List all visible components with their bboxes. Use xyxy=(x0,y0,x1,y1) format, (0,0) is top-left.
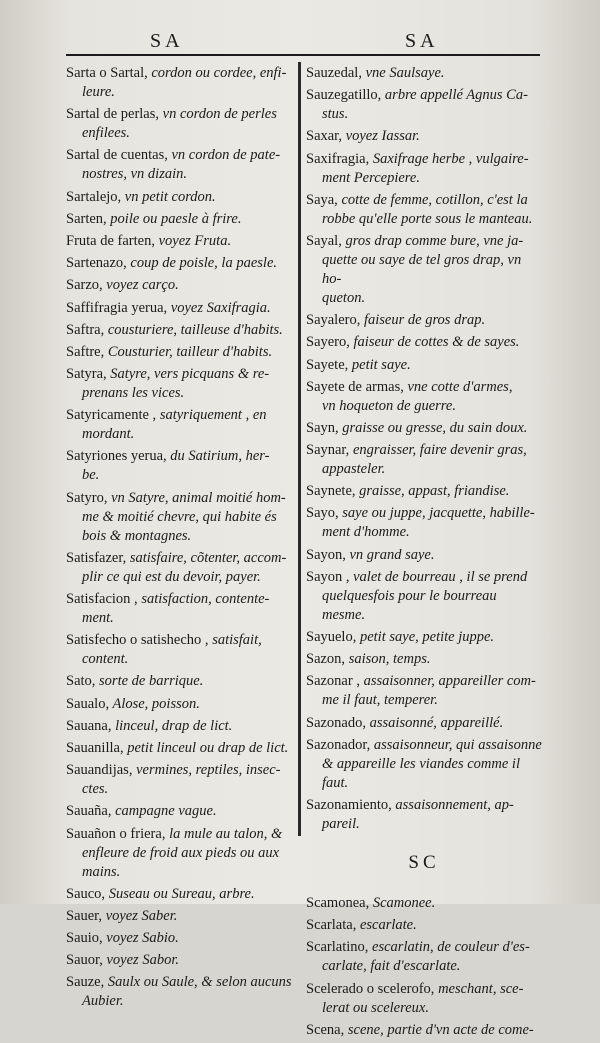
entry-headword: Sartal de perlas, xyxy=(66,106,160,123)
dictionary-entry xyxy=(306,311,542,330)
dictionary-entry xyxy=(306,980,542,1018)
entry-definition: coup de poisle, la paesle. xyxy=(126,255,278,272)
entry-headword: Sartenazo, xyxy=(66,255,127,272)
dictionary-entry xyxy=(306,894,542,913)
entry-definition: saison, temps. xyxy=(345,651,431,668)
right-column-sc-entries xyxy=(306,894,542,1040)
entry-continuation: faut. xyxy=(322,774,349,791)
entry-headword: Sarta o Sartal, xyxy=(66,65,148,81)
dictionary-entry xyxy=(306,796,542,834)
running-head-left: SA xyxy=(150,30,184,52)
entry-definition: voyez Fruta. xyxy=(154,232,232,249)
dictionary-entry xyxy=(66,210,292,229)
entry-definition: vne Saulsaye. xyxy=(361,65,445,81)
dictionary-entry xyxy=(66,489,292,546)
entry-definition: linceul, drap de lict. xyxy=(111,717,233,734)
entry-continuation: lerat ou scelereux. xyxy=(322,999,429,1016)
entry-definition: Suseau ou Sureau, arbre. xyxy=(105,885,255,902)
entry-headword: Sauzedal, xyxy=(306,65,362,81)
entry-headword: Saftre, xyxy=(66,343,105,360)
entry-continuation: appasteler. xyxy=(322,461,386,478)
dictionary-entry xyxy=(66,802,292,821)
dictionary-entry xyxy=(66,447,292,485)
entry-headword: Satisfacion , xyxy=(66,591,138,607)
dictionary-entry xyxy=(306,568,542,625)
entry-definition: engraisser, faire devenir gras, xyxy=(349,442,527,459)
dictionary-entry xyxy=(66,761,292,799)
entry-headword: Sazon, xyxy=(306,651,346,668)
dictionary-entry xyxy=(66,299,292,318)
dictionary-entry xyxy=(66,885,292,904)
entry-headword: Sayon , xyxy=(306,568,350,585)
entry-continuation: quelquesfois pour le bourreau mesme. xyxy=(322,587,497,623)
entry-headword: Scarlatino, xyxy=(306,939,369,956)
entry-definition: voyez Sabio. xyxy=(102,930,179,947)
running-head-right: SA xyxy=(405,30,439,52)
entry-continuation: enfleure de froid aux pieds ou aux xyxy=(82,844,280,861)
entry-definition: sorte de barrique. xyxy=(95,673,204,690)
dictionary-entry xyxy=(66,276,292,295)
entry-headword: Sartal de cuentas, xyxy=(66,147,168,164)
entry-continuation: mordant. xyxy=(82,426,135,443)
entry-definition: escarlate. xyxy=(356,917,417,934)
entry-definition: saye ou juppe, jacquette, habille- xyxy=(338,505,535,522)
entry-headword: Sayalero, xyxy=(306,312,361,329)
entry-headword: Satyricamente , xyxy=(66,407,157,424)
dictionary-entry xyxy=(66,973,292,1011)
entry-definition: voyez Saxifragia. xyxy=(167,299,271,316)
entry-continuation: ctes. xyxy=(82,781,109,798)
entry-headword: Sayuelo, xyxy=(306,629,357,645)
dictionary-entry xyxy=(306,736,542,793)
entry-headword: Scarlata, xyxy=(306,917,357,934)
dictionary-entry xyxy=(306,916,542,935)
entry-continuation: Aubier. xyxy=(82,993,124,1010)
entry-definition: Scamonee. xyxy=(369,894,436,911)
entry-definition: Saulx ou Saule, & selon aucuns xyxy=(104,974,292,991)
entry-continuation: vn hoqueton de guerre. xyxy=(322,397,456,414)
entry-definition: arbre appellé Agnus Ca- xyxy=(381,87,528,104)
entry-definition: du Satirium, her- xyxy=(166,448,270,465)
dictionary-entry xyxy=(306,441,542,479)
entry-headword: Scamonea, xyxy=(306,894,370,911)
dictionary-entry xyxy=(66,672,292,691)
entry-definition: petit saye, petite juppe. xyxy=(356,629,495,645)
entry-continuation: robbe qu'elle porte sous le manteau. xyxy=(322,210,533,227)
dictionary-entry xyxy=(66,631,292,669)
entry-headword: Sauor, xyxy=(66,952,103,969)
entry-definition: faiseur de gros drap. xyxy=(360,312,486,329)
dictionary-entry xyxy=(306,714,542,733)
entry-definition: assaisonneur, qui assaisonne xyxy=(370,736,542,753)
dictionary-entry xyxy=(66,188,292,207)
entry-continuation: prenans les vices. xyxy=(82,385,185,402)
entry-headword: Sazonar , xyxy=(306,673,360,690)
entry-definition: campagne vague. xyxy=(111,803,217,820)
header-rule xyxy=(66,54,540,56)
dictionary-entry xyxy=(66,254,292,273)
dictionary-entry xyxy=(306,546,542,565)
dictionary-entry xyxy=(66,695,292,714)
entry-definition: cordon ou cordee, enfi- xyxy=(147,65,287,81)
entry-headword: Sauañon o friera, xyxy=(66,825,166,842)
entry-headword: Sazonador, xyxy=(306,736,371,753)
dictionary-entry xyxy=(66,717,292,736)
entry-definition: la mule au talon, & xyxy=(165,825,283,842)
entry-definition: poile ou paesle à frire. xyxy=(106,210,242,227)
entry-definition: vne cotte d'armes, xyxy=(403,378,513,395)
entry-headword: Saynar, xyxy=(306,442,350,459)
entry-continuation: ment Percepiere. xyxy=(322,169,420,186)
dictionary-entry xyxy=(306,378,542,416)
entry-headword: Sarzo, xyxy=(66,277,103,294)
entry-definition: voyez Sabor. xyxy=(102,952,179,969)
dictionary-entry xyxy=(306,64,542,83)
entry-continuation: stus. xyxy=(322,106,349,123)
entry-definition: assaisonné, appareillé. xyxy=(366,714,504,731)
entry-headword: Satisfecho o satishecho , xyxy=(66,632,209,649)
entry-definition: faiseur de cottes & de sayes. xyxy=(349,334,520,351)
dictionary-entry xyxy=(66,343,292,362)
entry-definition: gros drap comme bure, vne ja- xyxy=(341,232,524,249)
entry-definition: vn cordon de pate- xyxy=(167,147,281,164)
dictionary-entry xyxy=(66,365,292,403)
entry-definition: voyez Iassar. xyxy=(342,128,420,145)
entry-headword: Satyriones yerua, xyxy=(66,448,167,465)
entry-definition: petit linceul ou drap de lict. xyxy=(123,739,289,756)
entry-headword: Sayero, xyxy=(306,334,350,351)
entry-definition: vermines, reptiles, insec- xyxy=(132,762,281,779)
dictionary-entry xyxy=(66,739,292,758)
entry-headword: Sayo, xyxy=(306,505,339,522)
entry-definition: Alose, poisson. xyxy=(109,695,200,712)
entry-definition: scene, partie d'vn acte de come- xyxy=(344,1021,534,1038)
dictionary-entry xyxy=(66,105,292,143)
entry-continuation: me & moitié chevre, qui habite és xyxy=(82,508,277,525)
entry-headword: Satyra, xyxy=(66,366,107,383)
dictionary-entry xyxy=(66,929,292,948)
entry-definition: assaisonnement, ap- xyxy=(391,796,514,813)
dictionary-entry xyxy=(306,650,542,669)
entry-headword: Saffifragia yerua, xyxy=(66,299,168,316)
dictionary-entry xyxy=(66,549,292,587)
entry-headword: Sauaña, xyxy=(66,803,112,820)
dictionary-entry xyxy=(66,321,292,340)
dictionary-entry xyxy=(306,628,542,647)
entry-continuation: leure. xyxy=(82,84,115,100)
entry-headword: Sauandijas, xyxy=(66,762,133,779)
entry-continuation: nostres, vn dizain. xyxy=(82,166,187,183)
entry-headword: Sauanilla, xyxy=(66,739,124,756)
entry-definition: Cousturier, tailleur d'habits. xyxy=(104,343,273,360)
entry-headword: Satyro, xyxy=(66,489,108,506)
entry-definition: cousturiere, tailleuse d'habits. xyxy=(104,321,283,338)
entry-continuation: mains. xyxy=(82,863,121,880)
entry-headword: Sazonamiento, xyxy=(306,796,392,813)
dictionary-entry xyxy=(66,146,292,184)
entry-headword: Saya, xyxy=(306,191,338,208)
entry-definition: cotte de femme, cotillon, c'est la xyxy=(337,191,528,208)
entry-headword: Sauco, xyxy=(66,885,106,902)
entry-headword: Satisfazer, xyxy=(66,549,127,566)
entry-continuation: ment d'homme. xyxy=(322,524,410,541)
entry-headword: Sato, xyxy=(66,673,96,690)
entry-definition: vn petit cordon. xyxy=(121,188,216,205)
entry-headword: Saualo, xyxy=(66,695,110,712)
dictionary-entry xyxy=(66,406,292,444)
entry-definition: satisfaire, cõtenter, accom- xyxy=(126,549,287,566)
dictionary-entry xyxy=(306,504,542,542)
entry-headword: Sayn, xyxy=(306,419,339,436)
entry-headword: Sayon, xyxy=(306,546,346,563)
entry-definition: vn cordon de perles xyxy=(159,106,277,123)
entry-headword: Fruta de farten, xyxy=(66,232,155,249)
entry-definition: satisfaction, contente- xyxy=(137,591,270,607)
entry-definition: Saxifrage herbe , vulgaire- xyxy=(369,150,529,167)
entry-continuation: carlate, fait d'escarlate. xyxy=(322,958,461,975)
entry-definition: satyriquement , en xyxy=(156,407,267,424)
entry-headword: Saftra, xyxy=(66,321,105,338)
entry-continuation: be. xyxy=(82,467,100,484)
dictionary-entry xyxy=(306,232,542,308)
entry-continuation: bois & montagnes. xyxy=(82,527,192,544)
right-column-sa-entries xyxy=(306,64,542,834)
entry-continuation: queton. xyxy=(322,289,366,306)
entry-headword: Scena, xyxy=(306,1021,345,1038)
entry-definition: voyez Saber. xyxy=(102,907,178,924)
entry-definition: meschant, sce- xyxy=(434,980,524,997)
dictionary-entry xyxy=(66,64,292,102)
dictionary-entry xyxy=(306,333,542,352)
entry-headword: Saxifragia, xyxy=(306,150,370,167)
dictionary-entry xyxy=(306,419,542,438)
entry-continuation: me il faut, temperer. xyxy=(322,692,438,709)
dictionary-entry xyxy=(306,1021,542,1040)
entry-definition: petit saye. xyxy=(348,356,411,373)
entry-headword: Sayete de armas, xyxy=(306,378,404,395)
dictionary-entry xyxy=(66,951,292,970)
entry-definition: valet de bourreau , il se prend xyxy=(349,568,528,585)
entry-definition: vn Satyre, animal moitié hom- xyxy=(107,489,286,506)
left-column xyxy=(66,64,292,1015)
entry-definition: graisse, appast, friandise. xyxy=(355,483,510,500)
entry-headword: Scelerado o scelerofo, xyxy=(306,980,435,997)
entry-definition: voyez carço. xyxy=(102,277,179,294)
entry-continuation: content. xyxy=(82,651,129,668)
dictionary-entry xyxy=(66,825,292,882)
entry-headword: Saxar, xyxy=(306,128,343,145)
entry-headword: Sauzegatillo, xyxy=(306,87,382,104)
entry-headword: Sauana, xyxy=(66,717,112,734)
dictionary-entry xyxy=(66,907,292,926)
entry-definition: satisfait, xyxy=(208,632,262,649)
entry-definition: assaisonner, appareiller com- xyxy=(359,673,536,690)
dictionary-entry xyxy=(306,356,542,375)
entry-headword: Sazonado, xyxy=(306,714,366,731)
dictionary-entry xyxy=(66,590,292,628)
column-divider xyxy=(298,62,301,836)
dictionary-entry xyxy=(306,482,542,501)
dictionary-entry xyxy=(306,150,542,188)
entry-headword: Saynete, xyxy=(306,483,356,500)
dictionary-entry xyxy=(66,232,292,251)
entry-headword: Sarten, xyxy=(66,210,107,227)
section-heading: SC xyxy=(408,851,440,873)
entry-definition: escarlatin, de couleur d'es- xyxy=(368,939,530,956)
entry-headword: Sartalejo, xyxy=(66,188,122,205)
dictionary-entry xyxy=(306,672,542,710)
entry-continuation: quette ou saye de tel gros drap, vn ho- xyxy=(322,251,522,287)
entry-continuation: ment. xyxy=(82,610,114,626)
entry-continuation: enfilees. xyxy=(82,125,130,142)
entry-continuation: pareil. xyxy=(322,815,360,832)
entry-headword: Sauio, xyxy=(66,930,103,947)
dictionary-entry xyxy=(306,191,542,229)
entry-definition: vn grand saye. xyxy=(345,546,435,563)
entry-headword: Sayete, xyxy=(306,356,349,373)
right-column xyxy=(306,64,542,1043)
entry-headword: Sauer, xyxy=(66,907,103,924)
entry-definition: Satyre, vers picquans & re- xyxy=(106,366,270,383)
entry-headword: Sauze, xyxy=(66,974,105,991)
entry-continuation: plir ce qui est du devoir, payer. xyxy=(82,568,261,585)
entry-headword: Sayal, xyxy=(306,232,342,249)
dictionary-entry xyxy=(306,938,542,976)
dictionary-entry xyxy=(306,127,542,146)
entry-definition: graisse ou gresse, du sain doux. xyxy=(338,419,528,436)
entry-continuation: & appareille les viandes comme il xyxy=(322,755,520,772)
dictionary-entry xyxy=(306,86,542,124)
